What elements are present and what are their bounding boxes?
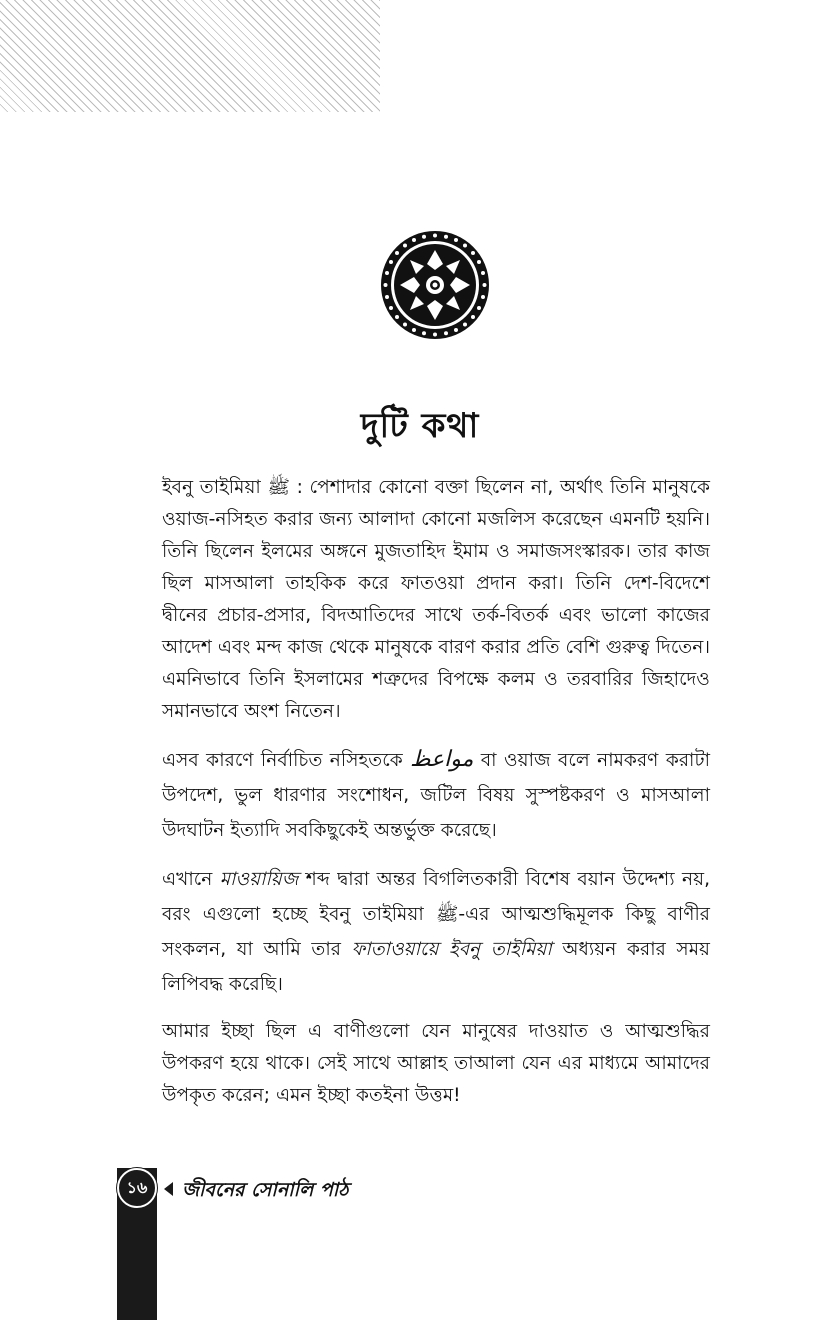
paragraph-3 [162, 862, 710, 1002]
term-mawaiz: মাওয়ায়িজ [219, 869, 299, 890]
decorative-hatch-pattern [0, 0, 380, 112]
book-title-reference: ফাতাওয়ায়ে ইবনু তাইমিয়া [351, 939, 552, 960]
ornament-medallion-icon [380, 230, 490, 340]
page-number: ১৬ [117, 1168, 157, 1208]
body-text [162, 472, 710, 1126]
running-footer-title: জীবনের সোনালি পাঠ [182, 1179, 349, 1201]
paragraph-1: ইবনু তাইমিয়া ﷺ : পেশাদার কোনো বক্তা ছিলেন না, অর্থাৎ তিনি মানুষকে ওয়াজ-নসিহত করার জন্য আলাদা কোনো মজলিস করেছেন এমনটি হয়নি। তিনি ছিলেন ইলমের অঙ্গনে মুজতাহিদ ইমাম ও সমাজসংস্কারক। তার কাজ ছিল মাসআলা তাহকিক করে ফাতওয়া প্রদান করা। তিনি দেশ-বিদেশে দ্বীনের প্রচার-প্রসার, বিদআতিদের সাথে তর্ক-বিতর্ক এবং ভালো কাজের আদেশ এবং মন্দ কাজ থেকে মানুষকে বারণ করার প্রতি বেশি গুরুত্ব দিতেন। এমনিভাবে তিনি ইসলামের শত্রুদের বিপক্ষে কলম ও তরবারির জিহাদেও সমানভাবে অংশ নিতেন। [162, 477, 710, 722]
paragraph-2 [162, 742, 710, 848]
paragraph-2-after: বা ওয়াজ বলে নামকরণ করাটা উপদেশ, ভুল ধারণার সংশোধন, জটিল বিষয় সুস্পষ্টকরণ ও মাসআলা উদঘাটন ইত্যাদি সবকিছুকেই অন্তর্ভুক্ত করেছে। [162, 750, 710, 841]
paragraph-4: আমার ইচ্ছা ছিল এ বাণীগুলো যেন মানুষের দাওয়াত ও আত্মশুদ্ধির উপকরণ হয়ে থাকে। সেই সাথে আল্লাহ তাআলা যেন এর মাধ্যমে আমাদের উপকৃত করেন; এমন ইচ্ছা কতইনা উত্তম! [162, 1021, 710, 1106]
arabic-term: مواعظ [410, 747, 474, 772]
paragraph-3-start: এখানে [162, 869, 220, 890]
left-triangle-icon [164, 1182, 173, 1196]
paragraph-3-end: অধ্যয়ন করার সময় লিপিবদ্ধ করেছি। [162, 939, 710, 995]
paragraph-2-before: এসব কারণে নির্বাচিত নসিহতকে [162, 750, 411, 771]
page-title: দুটি কথা [360, 406, 480, 446]
paragraph-3-mid: শব্দ দ্বারা অন্তর বিগলিতকারী বিশেষ বয়ান উদ্দেশ্য নয়, বরং এগুলো হচ্ছে ইবনু তাইমিয়া ﷺ-এর আত্মশুদ্ধিমূলক কিছু বাণীর সংকলন, যা আমি তার [162, 869, 710, 960]
